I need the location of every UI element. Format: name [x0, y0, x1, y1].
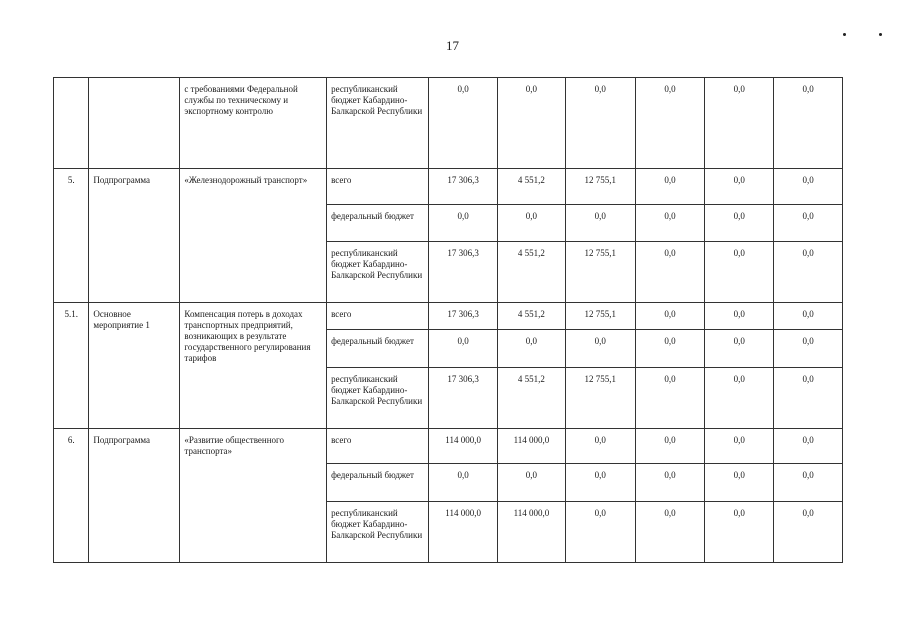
amount-cell: 0,0: [498, 464, 566, 502]
amount-cell: 0,0: [429, 205, 498, 242]
item-type-cell: Основное мероприятие 1: [89, 303, 180, 429]
item-type-cell: Подпрограмма: [89, 429, 180, 563]
funding-source-cell: федеральный бюджет: [327, 330, 429, 368]
amount-cell: 4 551,2: [498, 169, 566, 205]
amount-cell: 0,0: [635, 429, 705, 464]
amount-cell: 0,0: [498, 78, 566, 169]
amount-cell: 0,0: [635, 242, 705, 303]
funding-source-cell: федеральный бюджет: [327, 464, 429, 502]
funding-source-cell: федеральный бюджет: [327, 205, 429, 242]
funding-source-cell: республиканский бюджет Кабардино-Балкарской Республики: [327, 78, 429, 169]
amount-cell: 114 000,0: [498, 502, 566, 563]
amount-cell: 4 551,2: [498, 303, 566, 330]
amount-cell: 0,0: [774, 303, 843, 330]
amount-cell: 17 306,3: [429, 242, 498, 303]
amount-cell: 0,0: [498, 205, 566, 242]
amount-cell: 0,0: [705, 242, 774, 303]
amount-cell: 114 000,0: [429, 502, 498, 563]
table-row: [54, 303, 843, 330]
table-body: [54, 78, 843, 563]
amount-cell: 114 000,0: [498, 429, 566, 464]
funding-source-cell: республиканский бюджет Кабардино-Балкарской Республики: [327, 368, 429, 429]
amount-cell: 0,0: [705, 429, 774, 464]
amount-cell: 17 306,3: [429, 303, 498, 330]
amount-cell: 4 551,2: [498, 368, 566, 429]
amount-cell: 0,0: [635, 169, 705, 205]
budget-table: [53, 77, 843, 563]
amount-cell: 0,0: [635, 464, 705, 502]
item-type-cell: [89, 78, 180, 169]
amount-cell: 0,0: [774, 205, 843, 242]
amount-cell: 0,0: [774, 169, 843, 205]
amount-cell: 0,0: [635, 330, 705, 368]
funding-source-cell: всего: [327, 303, 429, 330]
amount-cell: 0,0: [705, 303, 774, 330]
amount-cell: 0,0: [705, 464, 774, 502]
funding-source-cell: всего: [327, 169, 429, 205]
row-number-cell: 6.: [54, 429, 89, 563]
amount-cell: 0,0: [565, 502, 635, 563]
amount-cell: 0,0: [635, 502, 705, 563]
amount-cell: 0,0: [565, 429, 635, 464]
amount-cell: 0,0: [565, 205, 635, 242]
amount-cell: 0,0: [774, 464, 843, 502]
amount-cell: 4 551,2: [498, 242, 566, 303]
amount-cell: 0,0: [635, 303, 705, 330]
amount-cell: 0,0: [635, 78, 705, 169]
amount-cell: 0,0: [774, 330, 843, 368]
row-number-cell: 5.: [54, 169, 89, 303]
amount-cell: 0,0: [705, 78, 774, 169]
scan-dot: [879, 33, 882, 36]
amount-cell: 0,0: [635, 205, 705, 242]
amount-cell: 0,0: [429, 330, 498, 368]
amount-cell: 17 306,3: [429, 169, 498, 205]
amount-cell: 0,0: [774, 78, 843, 169]
amount-cell: 0,0: [705, 169, 774, 205]
funding-source-cell: всего: [327, 429, 429, 464]
amount-cell: 0,0: [429, 78, 498, 169]
amount-cell: 0,0: [774, 429, 843, 464]
item-name-cell: «Железнодорожный транспорт»: [180, 169, 327, 303]
amount-cell: 0,0: [565, 78, 635, 169]
amount-cell: 12 755,1: [565, 169, 635, 205]
amount-cell: 12 755,1: [565, 242, 635, 303]
scan-dot: [843, 33, 846, 36]
amount-cell: 0,0: [705, 502, 774, 563]
amount-cell: 114 000,0: [429, 429, 498, 464]
page-number: 17: [446, 38, 459, 53]
amount-cell: 0,0: [774, 242, 843, 303]
funding-source-cell: республиканский бюджет Кабардино-Балкарской Республики: [327, 502, 429, 563]
table-row: [54, 429, 843, 464]
amount-cell: 0,0: [774, 502, 843, 563]
row-number-cell: 5.1.: [54, 303, 89, 429]
amount-cell: 0,0: [705, 330, 774, 368]
amount-cell: 12 755,1: [565, 303, 635, 330]
table-row: [54, 78, 843, 169]
amount-cell: 0,0: [635, 368, 705, 429]
table-row: [54, 169, 843, 205]
item-type-cell: Подпрограмма: [89, 169, 180, 303]
item-name-cell: Компенсация потерь в доходах транспортных предприятий, возникающих в результате государственного регулирования тарифов: [180, 303, 327, 429]
row-number-cell: [54, 78, 89, 169]
amount-cell: 0,0: [774, 368, 843, 429]
amount-cell: 0,0: [705, 368, 774, 429]
amount-cell: 17 306,3: [429, 368, 498, 429]
amount-cell: 0,0: [565, 464, 635, 502]
funding-source-cell: республиканский бюджет Кабардино-Балкарской Республики: [327, 242, 429, 303]
amount-cell: 0,0: [705, 205, 774, 242]
amount-cell: 12 755,1: [565, 368, 635, 429]
item-name-cell: с требованиями Федеральной службы по техническому и экспортному контролю: [180, 78, 327, 169]
item-name-cell: «Развитие общественного транспорта»: [180, 429, 327, 563]
amount-cell: 0,0: [429, 464, 498, 502]
amount-cell: 0,0: [565, 330, 635, 368]
amount-cell: 0,0: [498, 330, 566, 368]
